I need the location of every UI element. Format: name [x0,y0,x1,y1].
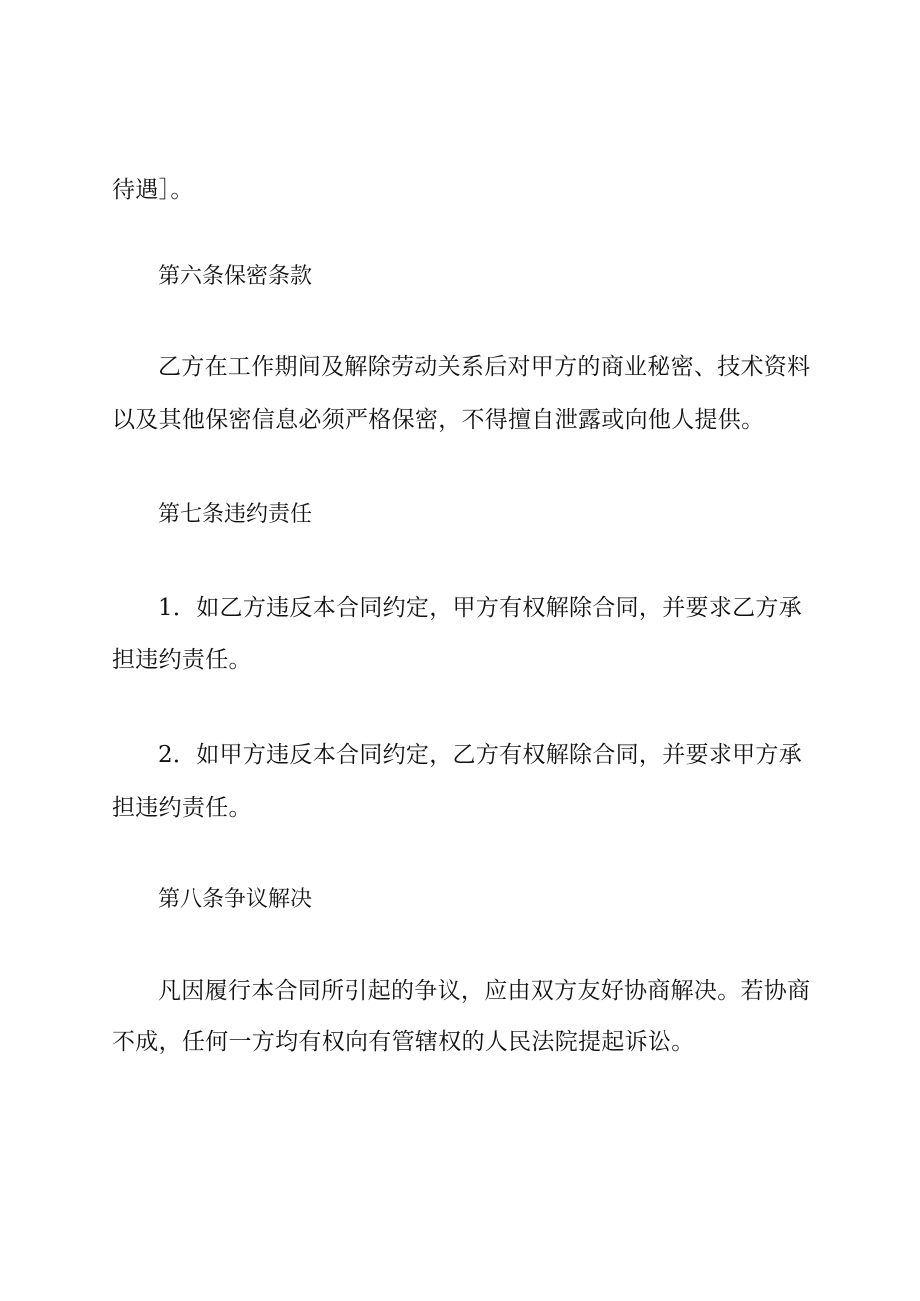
section-6-paragraph-line-2: 以及其他保密信息必须严格保密，不得擅自泄露或向他人提供。 [112,407,765,433]
section-8-paragraph-line-2: 不成，任何一方均有权向有管辖权的人民法院提起诉讼。 [112,1029,695,1055]
section-7-item-2-line-2: 担违约责任。 [112,795,252,821]
section-7-item-1-line-2: 担违约责任。 [112,647,252,673]
section-6-paragraph-line-1: 乙方在工作期间及解除劳动关系后对甲方的商业秘密、技术资料 [158,354,811,380]
continuation-text: 待遇］。 [112,177,194,203]
section-7-heading: 第七条违约责任 [158,502,313,527]
section-6-heading: 第六条保密条款 [158,264,313,289]
section-8-paragraph-line-1: 凡因履行本合同所引起的争议，应由双方友好协商解决。若协商 [158,978,811,1004]
section-7-item-2-line-1: 2．如甲方违反本合同约定，乙方有权解除合同，并要求甲方承 [158,742,803,768]
section-7-item-1-line-1: 1．如乙方违反本合同约定，甲方有权解除合同，并要求乙方承 [158,595,803,621]
section-8-heading: 第八条争议解决 [158,887,313,912]
